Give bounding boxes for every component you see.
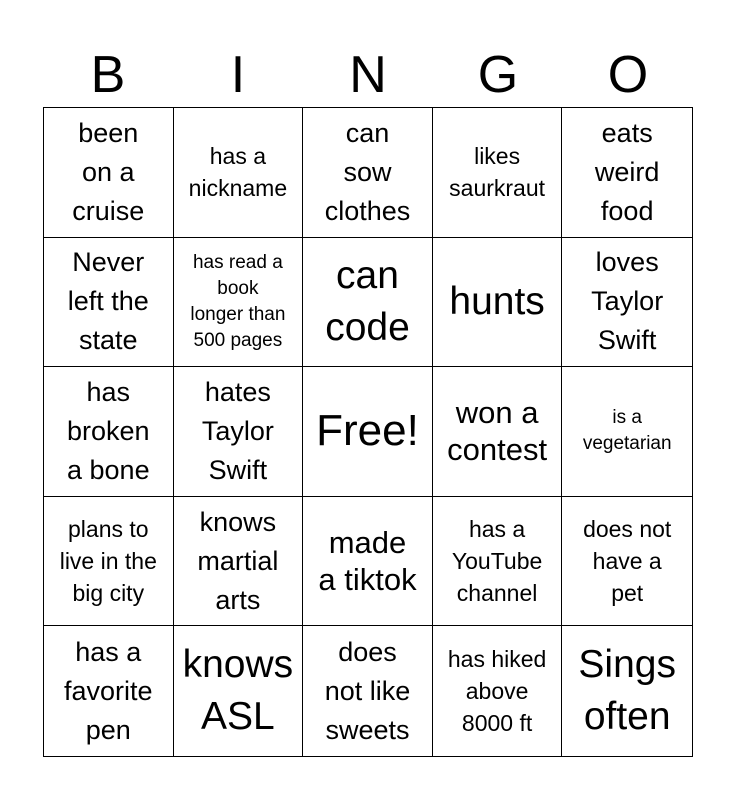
bingo-cell[interactable]: plans to live in the big city <box>44 497 174 627</box>
bingo-cell[interactable]: is a vegetarian <box>562 367 692 497</box>
bingo-cell[interactable]: has broken a bone <box>44 367 174 497</box>
bingo-cell[interactable]: eats weird food <box>562 108 692 238</box>
header-letter-n: N <box>349 46 387 104</box>
header-letter-b: B <box>90 46 126 104</box>
bingo-cell[interactable]: does not like sweets <box>303 626 433 756</box>
bingo-cell[interactable]: made a tiktok <box>303 497 433 627</box>
header-letter-i: I <box>230 46 246 104</box>
bingo-cell[interactable]: has hiked above 8000 ft <box>433 626 563 756</box>
bingo-board <box>43 107 693 757</box>
bingo-cell[interactable]: Sings often <box>578 643 676 739</box>
bingo-cell[interactable]: can code <box>303 238 433 368</box>
bingo-cell[interactable]: has a YouTube channel <box>433 497 563 627</box>
bingo-cell[interactable]: can sow clothes <box>303 108 433 238</box>
header-letter-o: O <box>607 46 649 104</box>
free-space[interactable]: Free! <box>303 367 433 497</box>
bingo-cell[interactable]: has read a book longer than 500 pages <box>174 238 304 368</box>
bingo-cell[interactable]: hates Taylor Swift <box>174 367 304 497</box>
bingo-cell[interactable]: loves Taylor Swift <box>562 238 692 368</box>
bingo-cell[interactable]: Never left the state <box>44 238 174 368</box>
bingo-cell[interactable]: has a favorite pen <box>44 626 174 756</box>
bingo-cell[interactable]: likes saurkraut <box>433 108 563 238</box>
bingo-header <box>43 44 693 106</box>
bingo-cell[interactable]: knows martial arts <box>174 497 304 627</box>
bingo-cell[interactable]: has a nickname <box>174 108 304 238</box>
bingo-cell[interactable]: knows ASL <box>174 626 304 756</box>
bingo-cell[interactable]: does not have a pet <box>562 497 692 627</box>
bingo-cell[interactable]: won a contest <box>433 367 563 497</box>
bingo-cell[interactable]: been on a cruise <box>44 108 174 238</box>
header-letter-g: G <box>477 46 519 104</box>
bingo-cell[interactable]: hunts <box>433 238 563 368</box>
